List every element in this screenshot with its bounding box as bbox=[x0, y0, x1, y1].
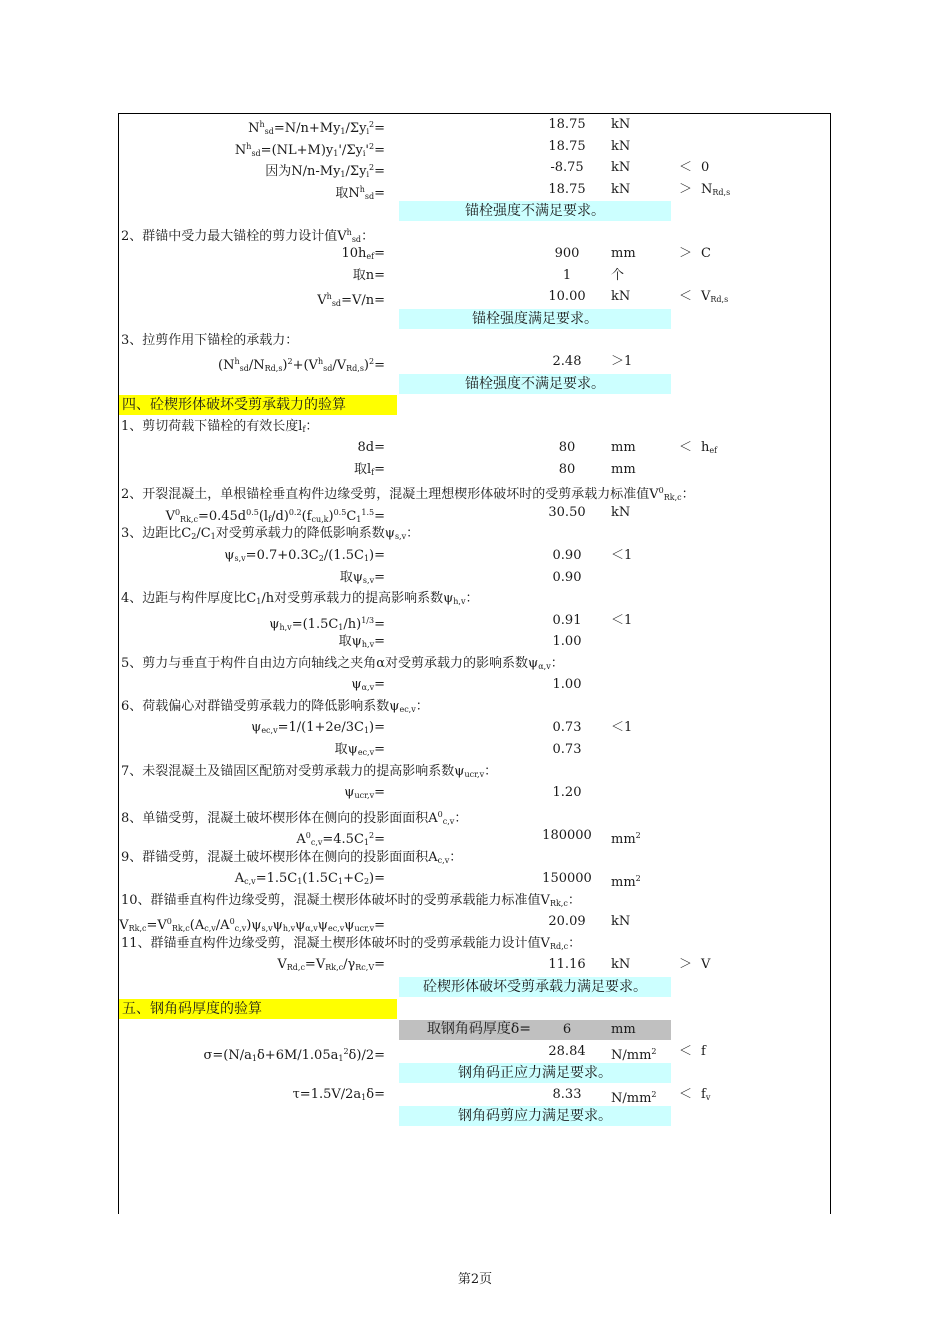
comparison-target: $f_v$ bbox=[701, 1086, 711, 1102]
formula-value: 180000 bbox=[542, 828, 592, 844]
calc-row bbox=[119, 1019, 830, 1040]
formula-unit: kN bbox=[611, 914, 631, 930]
formula-unit: $N/mm^2$ bbox=[611, 1089, 657, 1106]
comparison-target: f bbox=[701, 1043, 706, 1059]
calc-row bbox=[119, 416, 830, 437]
calc-row bbox=[119, 696, 830, 717]
calc-row bbox=[119, 1062, 830, 1083]
calc-row bbox=[119, 588, 830, 609]
page-number: 第2页 bbox=[457, 1272, 493, 1287]
comparison-sign: ＜ bbox=[679, 1086, 693, 1102]
formula-unit: kN bbox=[611, 289, 631, 305]
formula-label: $A_{c,v}=1.5C_1(1.5C_1+C_2)=$ bbox=[234, 871, 385, 887]
formula-value: 8.33 bbox=[552, 1086, 582, 1102]
comparison-target: $N_{Rd,s}$ bbox=[701, 181, 731, 197]
formula-unit: ＜1 bbox=[611, 548, 633, 563]
calc-row bbox=[119, 933, 830, 954]
formula-label: 8d= bbox=[357, 440, 385, 456]
step-heading: 4、边距与构件厚度比$C_1/h$对受剪承载力的提高影响系数$\psi_{h,v}$： bbox=[121, 591, 479, 607]
formula-label: $\tau=1.5V/2a_1\delta=$ bbox=[292, 1086, 385, 1102]
check-result: 钢角码正应力满足要求。 bbox=[399, 1063, 671, 1083]
formula-unit: 个 bbox=[611, 267, 625, 283]
comparison-target: $V_{Rd,s}$ bbox=[701, 289, 729, 305]
calc-row bbox=[119, 351, 830, 372]
formula-value: 1 bbox=[562, 267, 572, 283]
formula-unit: kN bbox=[611, 138, 631, 154]
formula-value: 0.73 bbox=[552, 720, 582, 736]
calc-row bbox=[119, 653, 830, 674]
calc-row bbox=[119, 157, 830, 178]
formula-label: $V_{Rk,c}=V^0_{Rk,c}(A_{c,v}/A^0_{c,v})\psi_{s,v}\psi_{h,v}\psi_{\alpha,v}\psi_{ec,v}\psi_{ucr,v}=$ bbox=[119, 917, 385, 934]
formula-value: 0.91 bbox=[552, 612, 582, 628]
check-result: 砼楔形体破坏受剪承载力满足要求。 bbox=[399, 977, 671, 997]
calc-row bbox=[119, 868, 830, 889]
formula-label: $(N^h_{sd}/N_{Rd,s})^2+(V^h_{sd}/V_{Rd,s})^2=$ bbox=[218, 357, 385, 374]
comparison-sign: ＜ bbox=[679, 1043, 693, 1059]
calc-row bbox=[119, 761, 830, 782]
formula-label: $\psi_{ucr,v}=$ bbox=[344, 785, 385, 801]
calc-row bbox=[119, 825, 830, 846]
calc-row bbox=[119, 674, 830, 695]
calc-row bbox=[119, 631, 830, 652]
calc-row bbox=[119, 1084, 830, 1105]
formula-unit: kN bbox=[611, 181, 631, 197]
formula-value: 18.75 bbox=[548, 181, 586, 197]
calc-row bbox=[119, 200, 830, 221]
calc-row bbox=[119, 243, 830, 264]
formula-label: $10h_{ef}=$ bbox=[341, 246, 385, 262]
formula-unit: mm bbox=[611, 440, 636, 456]
comparison-sign: ＞ bbox=[679, 246, 693, 262]
calc-row bbox=[119, 782, 830, 803]
step-heading: 9、群锚受剪，混凝土破坏楔形体在侧向的投影面面积$A_{c,v}$： bbox=[121, 849, 463, 865]
calc-row bbox=[119, 459, 830, 480]
formula-unit: $N/mm^2$ bbox=[611, 1046, 657, 1063]
calc-row bbox=[119, 330, 830, 351]
calc-row bbox=[119, 308, 830, 329]
formula-unit: mm bbox=[611, 461, 636, 477]
formula-label: $\psi_{h,v}=(1.5C_1/h)^{1/3}=$ bbox=[269, 615, 385, 632]
calc-row bbox=[119, 717, 830, 738]
step-heading: 2、开裂混凝土，单根锚栓垂直构件边缘受剪，混凝土理想楔形体破坏时的受剪承载力标准值$V^0_{Rk,c}$： bbox=[121, 486, 695, 503]
calc-row bbox=[119, 804, 830, 825]
calc-row bbox=[119, 545, 830, 566]
calc-row bbox=[119, 1105, 830, 1126]
calc-row bbox=[119, 954, 830, 975]
calc-row bbox=[119, 136, 830, 157]
calc-row bbox=[119, 1041, 830, 1062]
formula-value: 18.75 bbox=[548, 138, 586, 154]
formula-unit: ＜1 bbox=[611, 612, 633, 628]
calculation-sheet bbox=[118, 113, 831, 1214]
comparison-sign: ＜ bbox=[679, 440, 693, 456]
formula-label: 取$l_f=$ bbox=[353, 461, 385, 477]
formula-label: $N^h_{sd}=N/n+My_1/\Sigma y_i^2=$ bbox=[248, 120, 385, 136]
formula-value: -8.75 bbox=[550, 160, 584, 176]
calc-row bbox=[119, 911, 830, 932]
formula-value: 80 bbox=[558, 440, 576, 456]
formula-label: $V_{Rd,c}=V_{Rk,c}/\gamma_{Rc,V}=$ bbox=[277, 957, 385, 973]
check-result: 锚栓强度不满足要求。 bbox=[399, 201, 671, 221]
formula-label: 因为$N/n-My_1/\Sigma y_i^2=$ bbox=[265, 163, 385, 180]
calc-row bbox=[119, 847, 830, 868]
calc-row bbox=[119, 437, 830, 458]
section-heading: 四、砼楔形体破坏受剪承载力的验算 bbox=[119, 395, 397, 415]
formula-label: $\sigma=(N/a_1\delta+6M/1.05a_1^2\delta)/2=$ bbox=[203, 1046, 385, 1063]
calc-row bbox=[119, 222, 830, 243]
formula-value: 30.50 bbox=[548, 504, 586, 520]
step-heading: 3、边距比$C_2/C_1$对受剪承载力的降低影响系数$\psi_{s,v}$： bbox=[121, 526, 420, 542]
thickness-label: 取钢角码厚度δ= bbox=[426, 1021, 531, 1038]
calc-row bbox=[119, 739, 830, 760]
calc-row bbox=[119, 373, 830, 394]
formula-label: $V^h_{sd}=V/n=$ bbox=[317, 292, 385, 309]
step-heading: 7、未裂混凝土及锚固区配筋对受剪承载力的提高影响系数$\psi_{ucr,v}$： bbox=[121, 763, 498, 779]
formula-unit: mm bbox=[611, 1022, 636, 1038]
formula-unit: ＞1 bbox=[611, 354, 633, 370]
formula-value: 0.90 bbox=[552, 548, 582, 563]
formula-label: 取n= bbox=[352, 267, 385, 283]
calc-row bbox=[119, 976, 830, 997]
step-heading: 10、群锚垂直构件边缘受剪，混凝土楔形体破坏时的受剪承载能力标准值$V_{Rk,c}$： bbox=[121, 892, 581, 908]
comparison-sign: ＞ bbox=[679, 957, 693, 973]
formula-value: 18.75 bbox=[548, 117, 586, 132]
formula-unit: $mm^2$ bbox=[611, 874, 641, 891]
step-heading: 8、单锚受剪，混凝土破坏楔形体在侧向的投影面面积$A^0_{c,v}$： bbox=[121, 809, 468, 826]
formula-unit: kN bbox=[611, 117, 631, 132]
formula-unit: kN bbox=[611, 504, 631, 520]
formula-value: 900 bbox=[554, 246, 580, 262]
step-heading: 1、剪切荷载下锚栓的有效长度$l_f$： bbox=[121, 418, 319, 434]
comparison-target: 0 bbox=[701, 160, 710, 176]
formula-label: $A^0_{c,v}=4.5C_1^2=$ bbox=[296, 831, 385, 848]
calc-row bbox=[119, 114, 830, 135]
formula-unit: mm bbox=[611, 246, 636, 262]
comparison-target: $h_{ef}$ bbox=[701, 440, 718, 456]
formula-label: $\psi_{s,v}=0.7+0.3C_2/(1.5C_1)=$ bbox=[224, 548, 385, 563]
comparison-sign: ＞ bbox=[679, 181, 693, 197]
formula-label: 取$\psi_{ec,v}=$ bbox=[334, 741, 385, 757]
step-heading: 5、剪力与垂直于构件自由边方向轴线之夹角α对受剪承载力的影响系数$\psi_{\alpha,v}$： bbox=[121, 655, 564, 671]
formula-value: 28.84 bbox=[548, 1043, 586, 1059]
calc-row bbox=[119, 890, 830, 911]
calc-row bbox=[119, 523, 830, 544]
formula-unit: $mm^2$ bbox=[611, 831, 641, 848]
formula-value: 80 bbox=[558, 461, 576, 477]
formula-label: 取$N^h_{sd}=$ bbox=[335, 184, 385, 201]
calc-row bbox=[119, 610, 830, 631]
formula-unit: kN bbox=[611, 160, 631, 176]
calc-row bbox=[119, 179, 830, 200]
step-heading: 11、群锚垂直构件边缘受剪，混凝土楔形体破坏时的受剪承载能力设计值$V_{Rd,c}$： bbox=[121, 935, 582, 951]
formula-unit: ＜1 bbox=[611, 720, 633, 736]
calc-row bbox=[119, 502, 830, 523]
formula-value: 1.00 bbox=[552, 634, 582, 650]
formula-unit: kN bbox=[611, 957, 631, 973]
formula-label: $\psi_{ec,v}=1/(1+2e/3C_1)=$ bbox=[251, 720, 385, 736]
formula-value: 0.90 bbox=[552, 569, 582, 585]
comparison-sign: ＜ bbox=[679, 289, 693, 305]
step-heading: 6、荷载偏心对群锚受剪承载力的降低影响系数$\psi_{ec,v}$： bbox=[121, 698, 429, 714]
check-result: 钢角码剪应力满足要求。 bbox=[399, 1106, 671, 1126]
formula-label: $\psi_{\alpha,v}=$ bbox=[351, 677, 385, 693]
formula-value: 2.48 bbox=[552, 354, 582, 370]
check-result: 锚栓强度不满足要求。 bbox=[399, 374, 671, 394]
section-heading: 五、钢角码厚度的验算 bbox=[119, 999, 397, 1019]
formula-label: $N^h_{sd}=(NL+M)y_1'/\Sigma y_i'^2=$ bbox=[234, 141, 385, 158]
calc-row bbox=[119, 286, 830, 307]
comparison-target: V bbox=[701, 957, 711, 973]
check-result: 锚栓强度满足要求。 bbox=[399, 309, 671, 329]
formula-label: $V^0_{Rk,c}=0.45d^{0.5}(l_f/d)^{0.2}(f_{cu,k})^{0.5}C_1^{1.5}=$ bbox=[165, 507, 385, 524]
formula-value: 150000 bbox=[542, 871, 592, 887]
calc-row bbox=[119, 394, 830, 415]
formula-value: 6 bbox=[562, 1022, 572, 1038]
calc-row bbox=[119, 998, 830, 1019]
formula-value: 11.16 bbox=[548, 957, 586, 973]
formula-value: 1.00 bbox=[552, 677, 582, 693]
comparison-target: C bbox=[701, 246, 711, 262]
calc-row bbox=[119, 480, 830, 501]
formula-label: 取$\psi_{h,v}=$ bbox=[338, 634, 385, 650]
calc-row bbox=[119, 567, 830, 588]
step-heading: 2、群锚中受力最大锚栓的剪力设计值$V^h_{sd}$： bbox=[121, 227, 375, 244]
formula-label: 取$\psi_{s,v}=$ bbox=[339, 569, 385, 585]
formula-value: 1.20 bbox=[552, 785, 582, 801]
step-heading: 3、拉剪作用下锚栓的承载力： bbox=[121, 332, 299, 348]
formula-value: 10.00 bbox=[548, 289, 586, 305]
comparison-sign: ＜ bbox=[679, 160, 693, 176]
calc-row bbox=[119, 265, 830, 286]
formula-value: 0.73 bbox=[552, 741, 582, 757]
formula-value: 20.09 bbox=[548, 914, 586, 930]
